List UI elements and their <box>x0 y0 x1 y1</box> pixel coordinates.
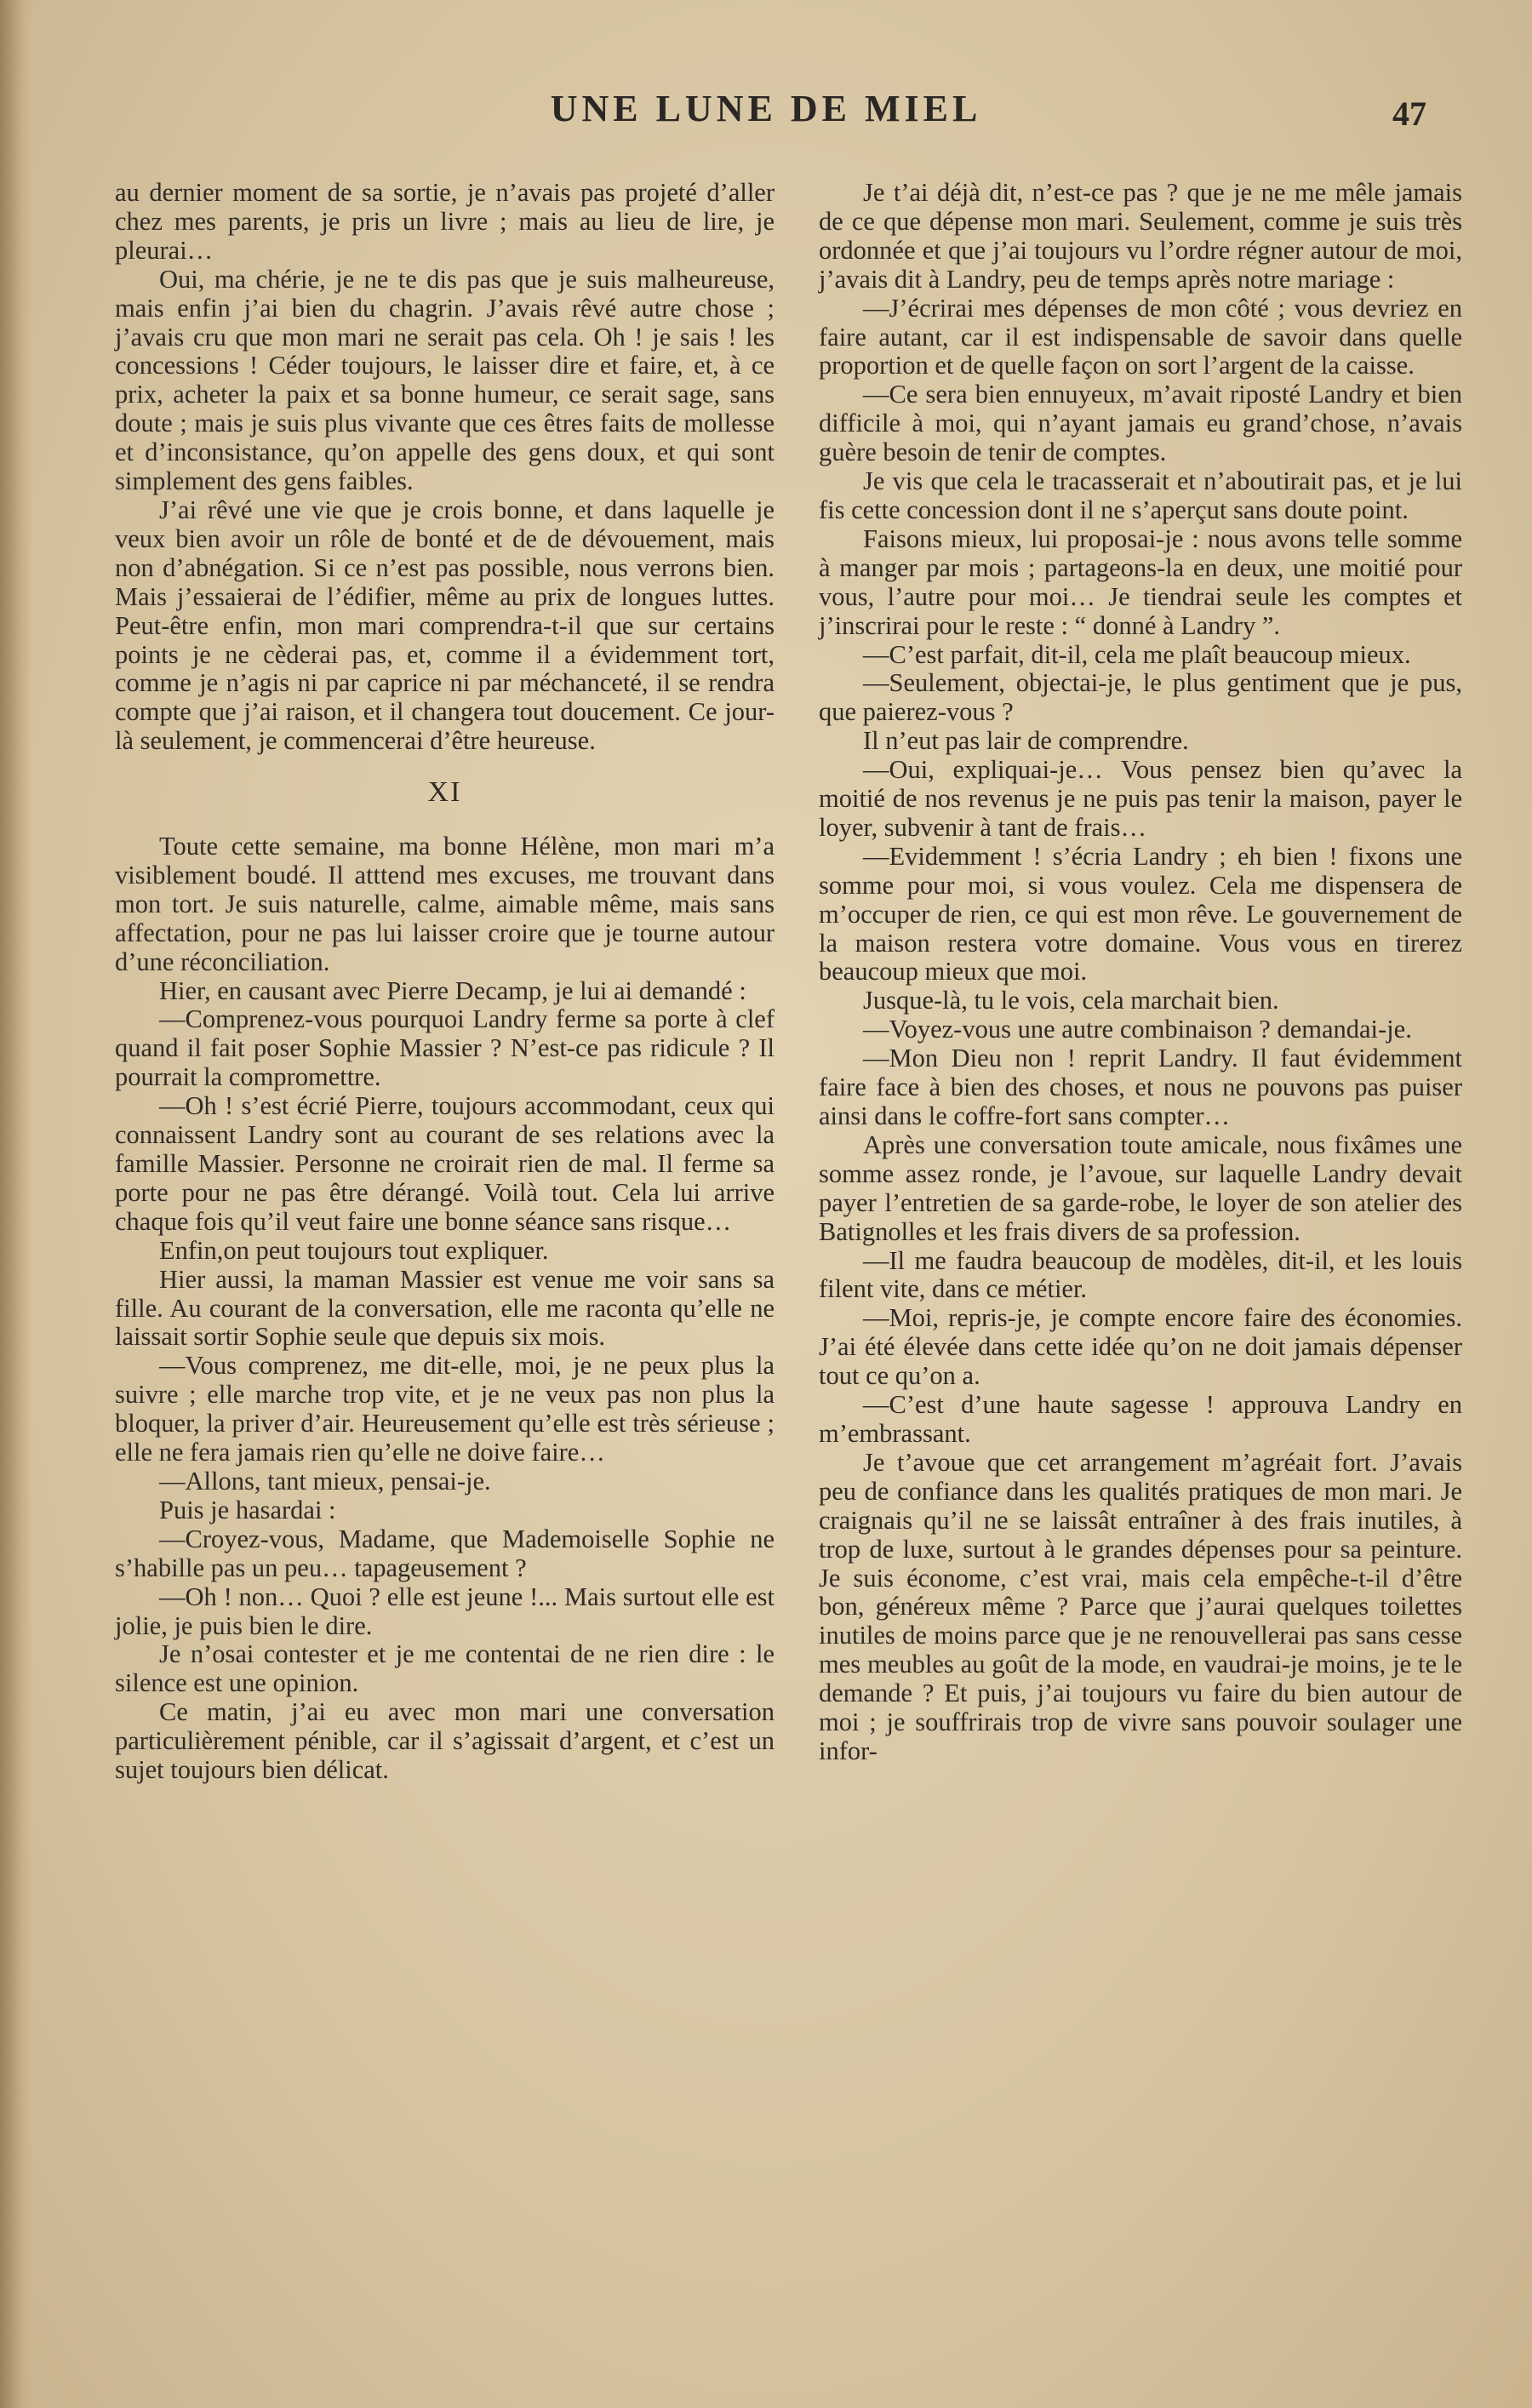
paragraph: Jusque-là, tu le vois, cela marchait bien. <box>863 986 1279 1015</box>
running-title: UNE LUNE DE MIEL <box>550 88 982 129</box>
page-number: 47 <box>1392 94 1426 133</box>
paragraph: Il n’eut pas lair de comprendre. <box>863 726 1189 756</box>
paragraph: —Oh ! non… Quoi ? elle est jeune !... Mais surtout elle est jolie, je puis bien le dire. <box>115 1582 775 1640</box>
paragraph: Je vis que cela le tracasserait et n’aboutirait pas, et je lui fis cette concession dont il ne s’aperçut sans doute point. <box>819 466 1462 524</box>
paragraph: Ce matin, j’ai eu avec mon mari une conversation particulièrement pénible, car il s’agissait d’argent, et c’est un sujet toujours bien délicat. <box>115 1697 775 1785</box>
paragraph: —C’est parfait, dit-il, cela me plaît beaucoup mieux. <box>863 639 1411 669</box>
paragraph: Enfin,on peut toujours tout expliquer. <box>159 1235 549 1265</box>
paragraph: —J’écrirai mes dépenses de mon côté ; vous devriez en faire autant, car il est indispensable de savoir dans quelle proportion et de quelle façon on sort l’argent de la caisse. <box>819 293 1462 380</box>
paragraph: —Evidemment ! s’écria Landry ; eh bien ! fixons une somme pour moi, si vous voulez. Cela me dispensera de m’occuper de rien, ce qui est mon rêve. Le gouvernement de la maison restera votre domaine. Vous vous en tirerez beaucoup mieux que moi. <box>819 841 1462 987</box>
paragraph: —Oui, expliquai-je… Vous pensez bien qu’avec la moitié de nos revenus je ne puis pas tenir la maison, payer le loyer, subvenir à tant de frais… <box>819 755 1462 842</box>
paragraph: Hier, en causant avec Pierre Decamp, je lui ai demandé : <box>159 975 746 1005</box>
page-edge-shadow <box>0 0 32 2408</box>
paragraph: —C’est d’une haute sagesse ! approuva Landry en m’embrassant. <box>819 1390 1462 1448</box>
paragraph: —Comprenez-vous pourquoi Landry ferme sa porte à clef quand il fait poser Sophie Massier ? N’est-ce pas ridicule ? Il pourrait la compromettre. <box>115 1004 775 1092</box>
paragraph: —Vous comprenez, me dit-elle, moi, je ne peux plus la suivre ; elle marche trop vite, et je ne veux pas non plus la bloquer, la priver d’air. Heureusement qu’elle est très sérieuse ; elle ne fera jamais rien qu’elle ne doive faire… <box>115 1351 775 1467</box>
paragraph: Faisons mieux, lui proposai-je : nous avons telle somme à manger par mois ; partageons-la en deux, une moitié pour vous, l’autre pour moi… Je tiendrai seule les comptes et j’inscrirai pour le reste : “ donné à Landry ”. <box>819 523 1462 640</box>
paragraph: Hier aussi, la maman Massier est venue me voir sans sa fille. Au courant de la conversation, elle me raconta qu’elle ne laissait sortir Sophie seule que depuis six mois. <box>115 1264 775 1352</box>
paragraph: J’ai rêvé une vie que je crois bonne, et dans laquelle je veux bien avoir un rôle de bonté et de de dévouement, mais non d’abnégation. Si ce n’est pas possible, nous verrons bien. Mais j’essaierai de l’édifier, même au prix de longues luttes. Peut-être enfin, mon mari comprendra-t-il que sur certains points je ne cèderai pas, et, comme il a évidemment tort, comme je n’agis ni par caprice ni par méchanceté, il se rendra compte que j’ai raison, et il changera tout doucement. Ce jour-là seulement, je commencerai d’être heureuse. <box>115 495 775 756</box>
paragraph: au dernier moment de sa sortie, je n’avais pas projeté d’aller chez mes parents, je pris un livre ; mais au lieu de lire, je pleurai… <box>115 178 775 265</box>
paragraph: Je t’ai déjà dit, n’est-ce pas ? que je ne me mêle jamais de ce que dépense mon mari. Seulement, comme je suis très ordonnée et que j’ai toujours vu l’ordre régner autour de moi, j’avais dit à Landry, peu de temps après notre mariage : <box>819 178 1462 294</box>
paragraph: —Il me faudra beaucoup de modèles, dit-il, et les louis filent vite, dans ce métier. <box>819 1245 1462 1304</box>
chapter-heading: XI <box>427 776 462 809</box>
right-column <box>819 179 1462 1766</box>
paragraph: —Mon Dieu non ! reprit Landry. Il faut évidemment faire face à bien des choses, et nous ne pouvons pas puiser ainsi dans le coffre-fort sans compter… <box>819 1044 1462 1130</box>
paragraph: —Moi, repris-je, je compte encore faire des économies. J’ai été élevée dans cette idée qu’on ne doit jamais dépenser tout ce qu’on a. <box>819 1303 1462 1391</box>
left-column <box>115 179 775 1785</box>
paragraph: Après une conversation toute amicale, nous fixâmes une somme assez ronde, je l’avoue, sur laquelle Landry devait payer l’entretien de sa garde-robe, le loyer de son atelier des Batignolles et les frais divers de sa profession. <box>819 1130 1462 1246</box>
paragraph: —Seulement, objectai-je, le plus gentiment que je pus, que paierez-vous ? <box>819 668 1462 727</box>
paragraph: —Allons, tant mieux, pensai-je. <box>159 1466 491 1496</box>
paragraph: Je n’osai contester et je me contentai de ne rien dire : le silence est une opinion. <box>115 1639 775 1698</box>
paragraph: Oui, ma chérie, je ne te dis pas que je suis malheureuse, mais enfin j’ai bien du chagrin. J’avais rêvé autre chose ; j’avais cru que mon mari ne serait pas cela. Oh ! je sais ! les concessions ! Céder toujours, le laisser dire et faire, et, à ce prix, acheter la paix et sa bonne humeur, ce serait sage, sans doute ; mais je suis plus vivante que ces êtres faits de mollesse et d’inconsistance, qu’on appelle des gens doux, et qui sont simplement des gens faibles. <box>115 264 775 496</box>
paragraph: Puis je hasardai : <box>159 1495 336 1524</box>
paragraph: Toute cette semaine, ma bonne Hélène, mon mari m’a visiblement boudé. Il atttend mes excuses, me trouvant dans mon tort. Je suis naturelle, calme, aimable même, mais sans affectation, pour ne pas lui laisser croire que je tourne autour d’une réconciliation. <box>115 832 775 976</box>
paragraph: —Croyez-vous, Madame, que Mademoiselle Sophie ne s’habille pas un peu… tapageusement ? <box>115 1524 775 1582</box>
paragraph: —Voyez-vous une autre combinaison ? demandai-je. <box>863 1015 1412 1044</box>
paragraph: —Ce sera bien ennuyeux, m’avait riposté Landry et bien difficile à moi, qui n’ayant jamais eu grand’chose, n’avais guère besoin de tenir de comptes. <box>819 380 1462 467</box>
paragraph: —Oh ! s’est écrié Pierre, toujours accommodant, ceux qui connaissent Landry sont au courant de ses relations avec la famille Massier. Personne ne croirait rien de mal. Il ferme sa porte pour ne pas être dérangé. Voilà tout. Cela lui arrive chaque fois qu’il veut faire une bonne séance sans risque… <box>115 1091 775 1236</box>
paragraph: Je t’avoue que cet arrangement m’agréait fort. J’avais peu de confiance dans les qualités pratiques de mon mari. Je craignais qu’il ne se laissât entraîner à des frais inutiles, à trop de luxe, surtout à le grandes dépenses pour sa peinture. Je suis économe, c’est vrai, mais cela empêche-t-il d’être bon, généreux même ? Parce que j’aurai quelques toilettes inutiles de moins parce que je ne renouvellerai pas sans cesse mes meubles au goût de la mode, en vaudrai-je moins, je te le demande ? Et puis, j’ai toujours vu faire du bien autour de moi ; je souffrirais trop de vivre sans pouvoir soulager une infor- <box>819 1447 1462 1765</box>
running-header <box>0 87 1532 138</box>
